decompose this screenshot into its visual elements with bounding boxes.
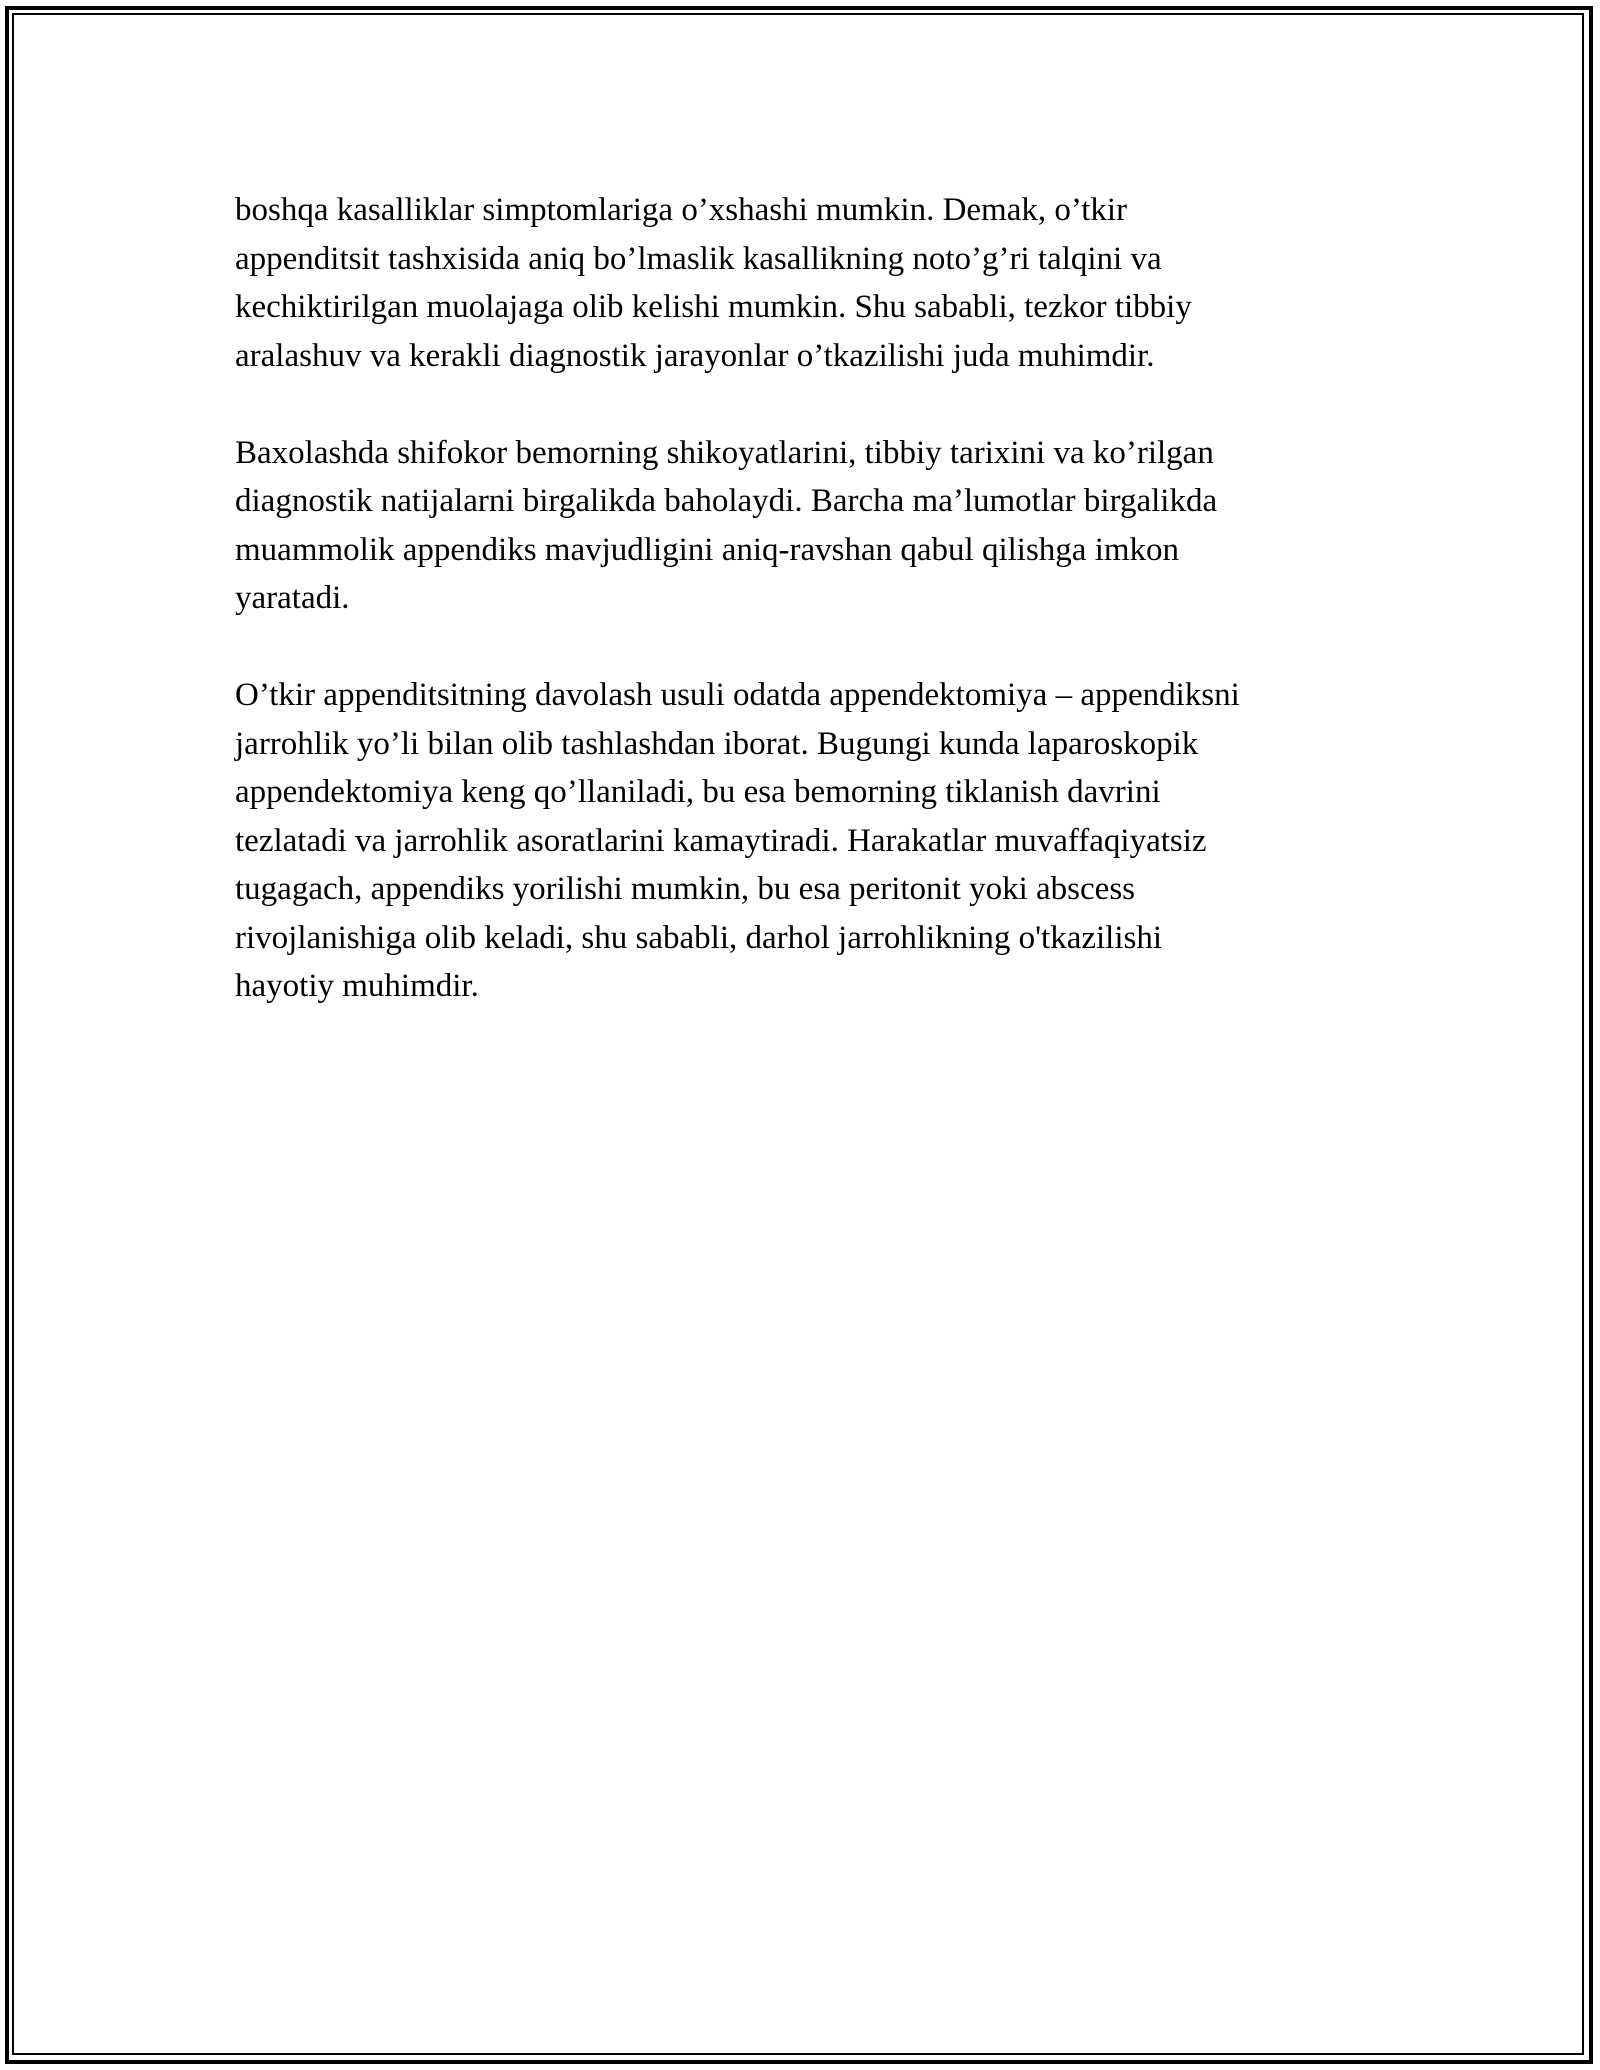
paragraph-3: O’tkir appenditsitning davolash usuli odatda appendektomiya – appendiksni jarrohlik yo’li bilan olib tashlashdan iborat. Bugungi kunda laparoskopik appendektomiya keng qo’llaniladi, bu esa bemorning tiklanish davrini tezlatadi va jarrohlik asoratlarini kamaytiradi. Harakatlar muvaffaqiyatsiz tugagach, appendiks yorilishi mumkin, bu esa peritonit yoki abscess rivojlanishiga olib keladi, shu sababli, darhol jarrohlikning o'tkazilishi hayotiy muhimdir. [235, 677, 1240, 1004]
paragraph-1: boshqa kasalliklar simptomlariga o’xshashi mumkin. Demak, o’tkir appenditsit tashxisida aniq bo’lmaslik kasallikning noto’g’ri talqini va kechiktirilgan muolajaga olib kelishi mumkin. Shu sababli, tezkor tibbiy aralashuv va kerakli diagnostik jarayonlar o’tkazilishi juda muhimdir. [235, 192, 1192, 374]
paragraph-2: Baxolashda shifokor bemorning shikoyatlarini, tibbiy tarixini va ko’rilgan diagnostik natijalarni birgalikda baholaydi. Barcha ma’lumotlar birgalikda muammolik appendiks mavjudligini aniq-ravshan qabul qilishga imkon yaratadi. [235, 434, 1218, 616]
document-body [235, 186, 1365, 1059]
